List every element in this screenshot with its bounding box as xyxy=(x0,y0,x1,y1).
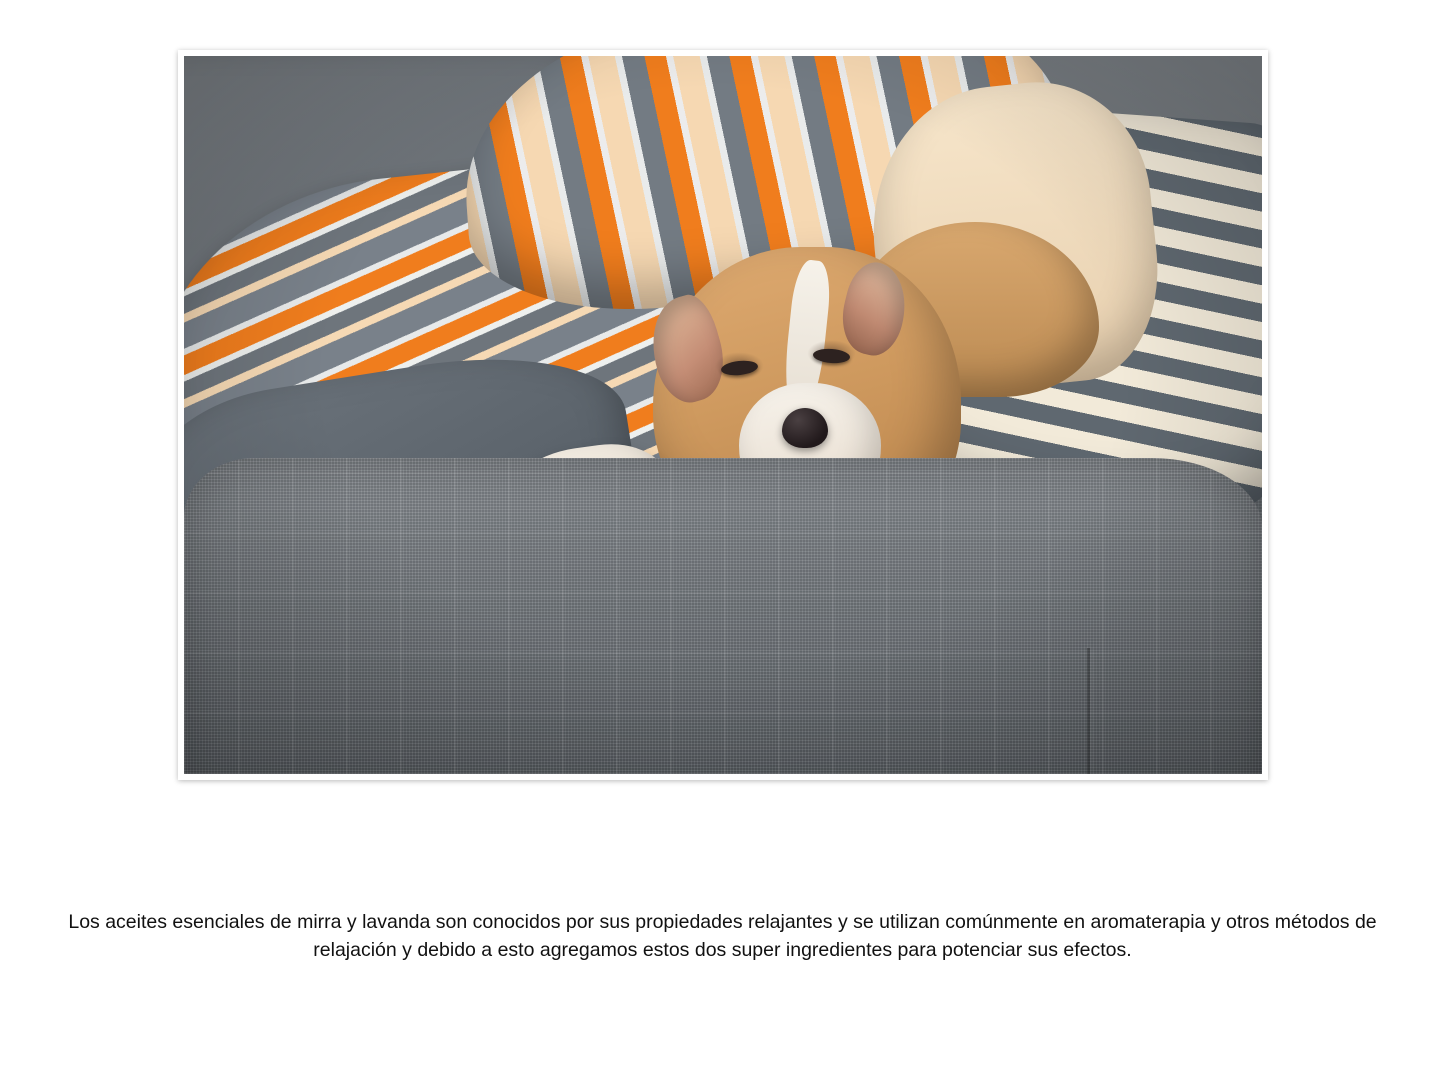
seat-seam xyxy=(1087,648,1090,774)
dog-photo xyxy=(184,56,1262,774)
photo-frame xyxy=(178,50,1268,780)
seat-weave-texture xyxy=(184,458,1262,774)
photo-caption: Los aceites esenciales de mirra y lavanda son conocidos por sus propiedades relajantes y se utilizan comúnmente en aromaterapia y otros métodos de relajación y debido a esto agregamos estos dos super ingredientes para potenciar sus efectos. xyxy=(68,910,1377,962)
couch-seat-cushion xyxy=(184,458,1262,774)
dog-ear-left xyxy=(640,289,734,408)
